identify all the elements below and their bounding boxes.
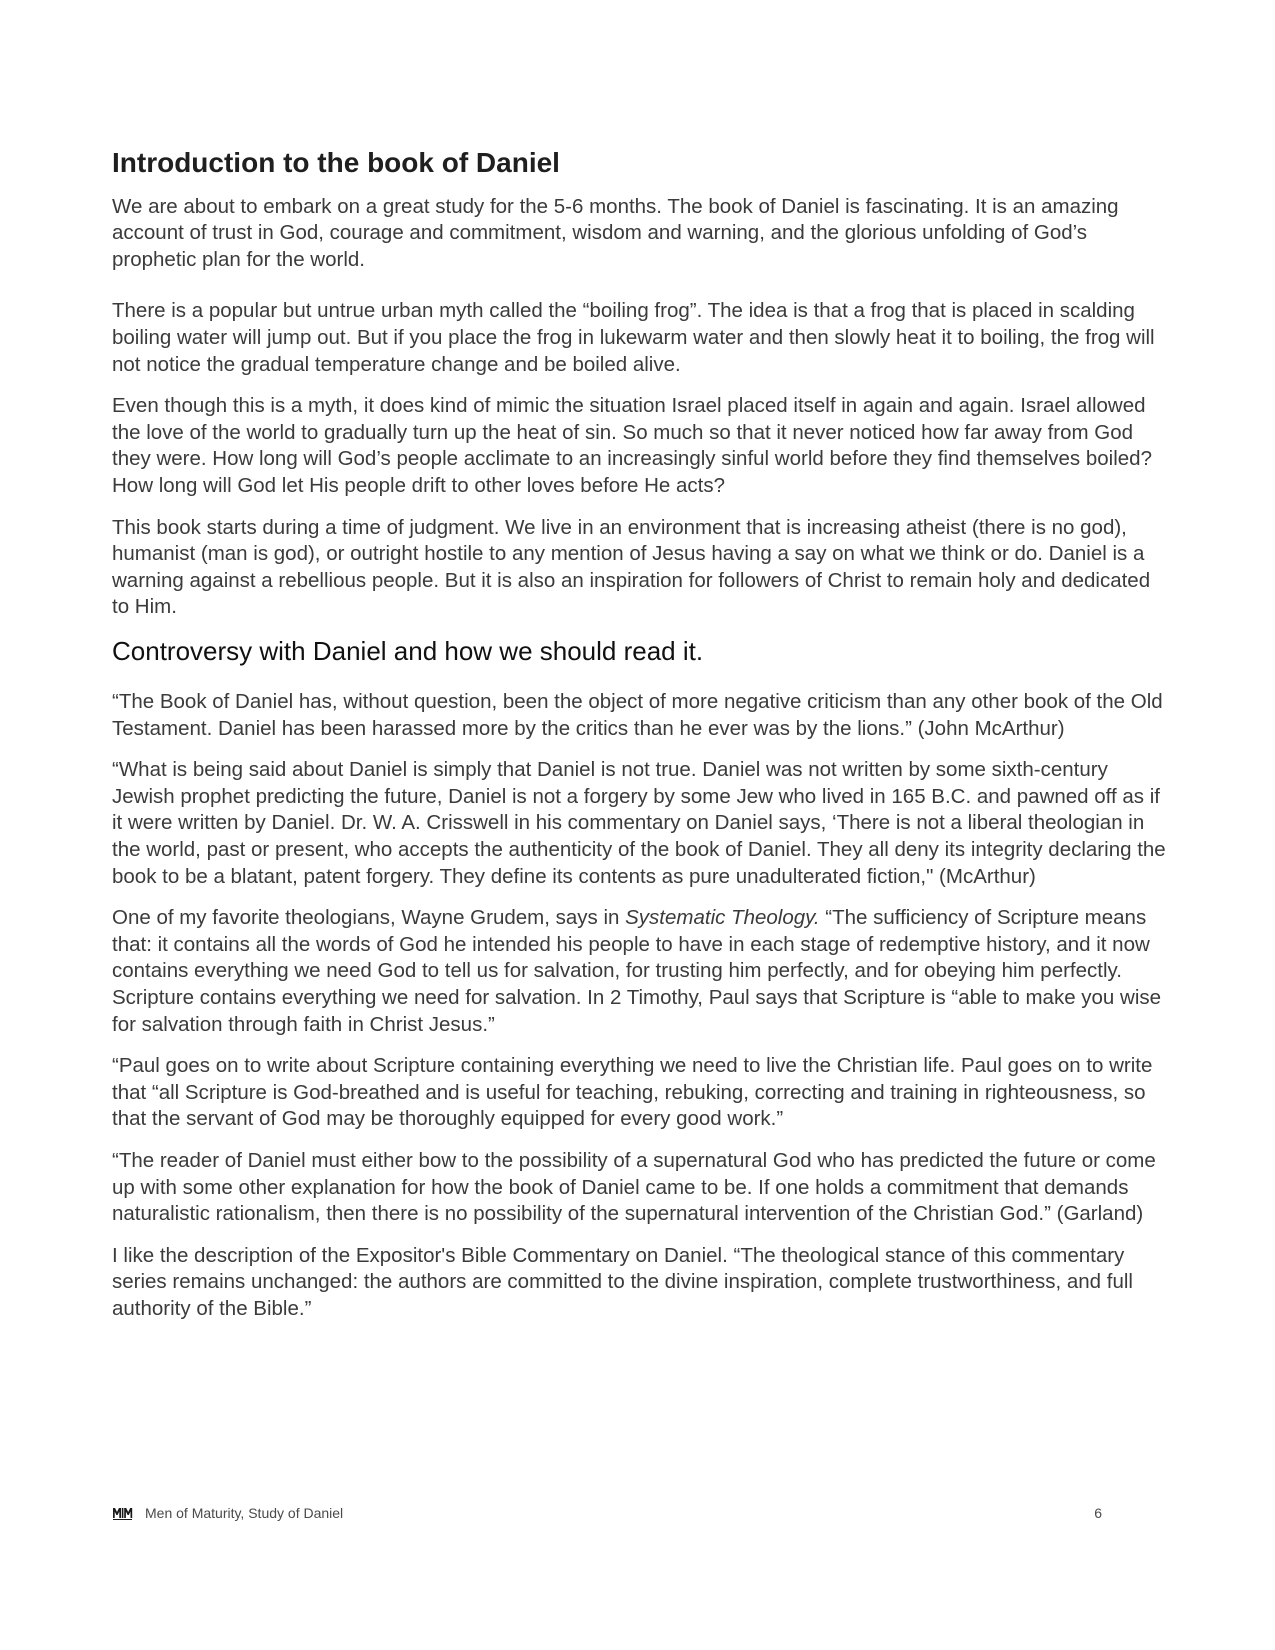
intro-paragraph-4: This book starts during a time of judgment. We live in an environment that is increasing atheist (there is no god), humanist (man is god), or outright hostile to any mention of Jesus having a say on what we think or do. Daniel is a warning against a rebellious people. But it is also an inspiration for followers of Christ to remain holy and dedicated to Him.	[112, 515, 1151, 619]
controversy-paragraph-6: I like the description of the Expositor's Bible Commentary on Daniel. “The theological stance of this commentary series remains unchanged: the authors are committed to the divine inspiration, complete trustworthiness, and full authority of the Bible.”	[112, 1243, 1133, 1320]
page-footer	[112, 1502, 1102, 1524]
mim-logo-icon	[112, 1506, 134, 1521]
controversy-paragraph-5: “The reader of Daniel must either bow to the possibility of a supernatural God who has predicted the future or come up with some other explanation for how the book of Daniel came to be. If one holds a commitment that demands naturalistic rationalism, then there is no possibility of the supernatural intervention of the Christian God.” (Garland)	[112, 1149, 1156, 1226]
section-heading: Controversy with Daniel and how we should read it.	[112, 635, 704, 666]
book-title-italic: Systematic Theology.	[625, 906, 820, 930]
controversy-paragraph-4: “Paul goes on to write about Scripture containing everything we need to live the Christian life. Paul goes on to write that “all Scripture is God-breathed and is useful for teaching, rebuking, correcting and training in righteousness, so that the servant of God may be thoroughly equipped for every good work.”	[112, 1054, 1153, 1131]
document-page	[112, 146, 1172, 1338]
grudem-quote-text: “The sufficiency of Scripture means that: it contains all the words of God he intended his people to have in each stage of redemptive history, and it now contains everything we need God to tell us for salvation, for trusting him perfectly, and for obeying him perfectly. Scripture contains everything we need for salvation. In 2 Timothy, Paul says that Scripture is “able to make you wise for salvation through faith in Christ Jesus.”	[112, 906, 1162, 1036]
controversy-paragraph-2: “What is being said about Daniel is simply that Daniel is not true. Daniel was not written by some sixth-century Jewish prophet predicting the future, Daniel is not a forgery by some Jew who lived in 165 B.C. and pawned off as if it were written by Daniel. Dr. W. A. Crisswell in his commentary on Daniel says, ‘There is not a liberal theologian in the world, past or present, who accepts the authenticity of the book of Daniel. They all deny its integrity declaring the book to be a blatant, patent forgery. They define its contents as pure unadulterated fiction," (McArthur)	[112, 758, 1166, 888]
intro-paragraph-2: There is a popular but untrue urban myth called the “boiling frog”. The idea is that a frog that is placed in scalding boiling water will jump out. But if you place the frog in lukewarm water and then slowly heat it to boiling, the frog will not notice the gradual temperature change and be boiled alive.	[112, 299, 1155, 376]
controversy-paragraph-1: “The Book of Daniel has, without question, been the object of more negative criticism than any other book of the Old Testament. Daniel has been harassed more by the critics than he ever was by the lions.” (John McArthur)	[112, 690, 1163, 740]
page-number: 6	[1094, 1505, 1102, 1521]
intro-paragraph-1: We are about to embark on a great study for the 5-6 months. The book of Daniel is fascinating. It is an amazing account of trust in God, courage and commitment, wisdom and warning, and the glorious unfolding of God’s prophetic plan for the world.	[112, 194, 1119, 271]
footer-label: Men of Maturity, Study of Daniel	[145, 1505, 344, 1521]
page-title: Introduction to the book of Daniel	[112, 147, 560, 178]
intro-paragraph-3: Even though this is a myth, it does kind of mimic the situation Israel placed itself in again and again. Israel allowed the love of the world to gradually turn up the heat of sin. So much so that it never noticed how far away from God they were. How long will God’s people acclimate to an increasingly sinful world before they find themselves boiled? How long will God let His people drift to other loves before He acts?	[112, 394, 1152, 497]
controversy-paragraph-3	[112, 905, 1172, 1038]
grudem-intro-text: One of my favorite theologians, Wayne Grudem, says in	[112, 906, 626, 930]
